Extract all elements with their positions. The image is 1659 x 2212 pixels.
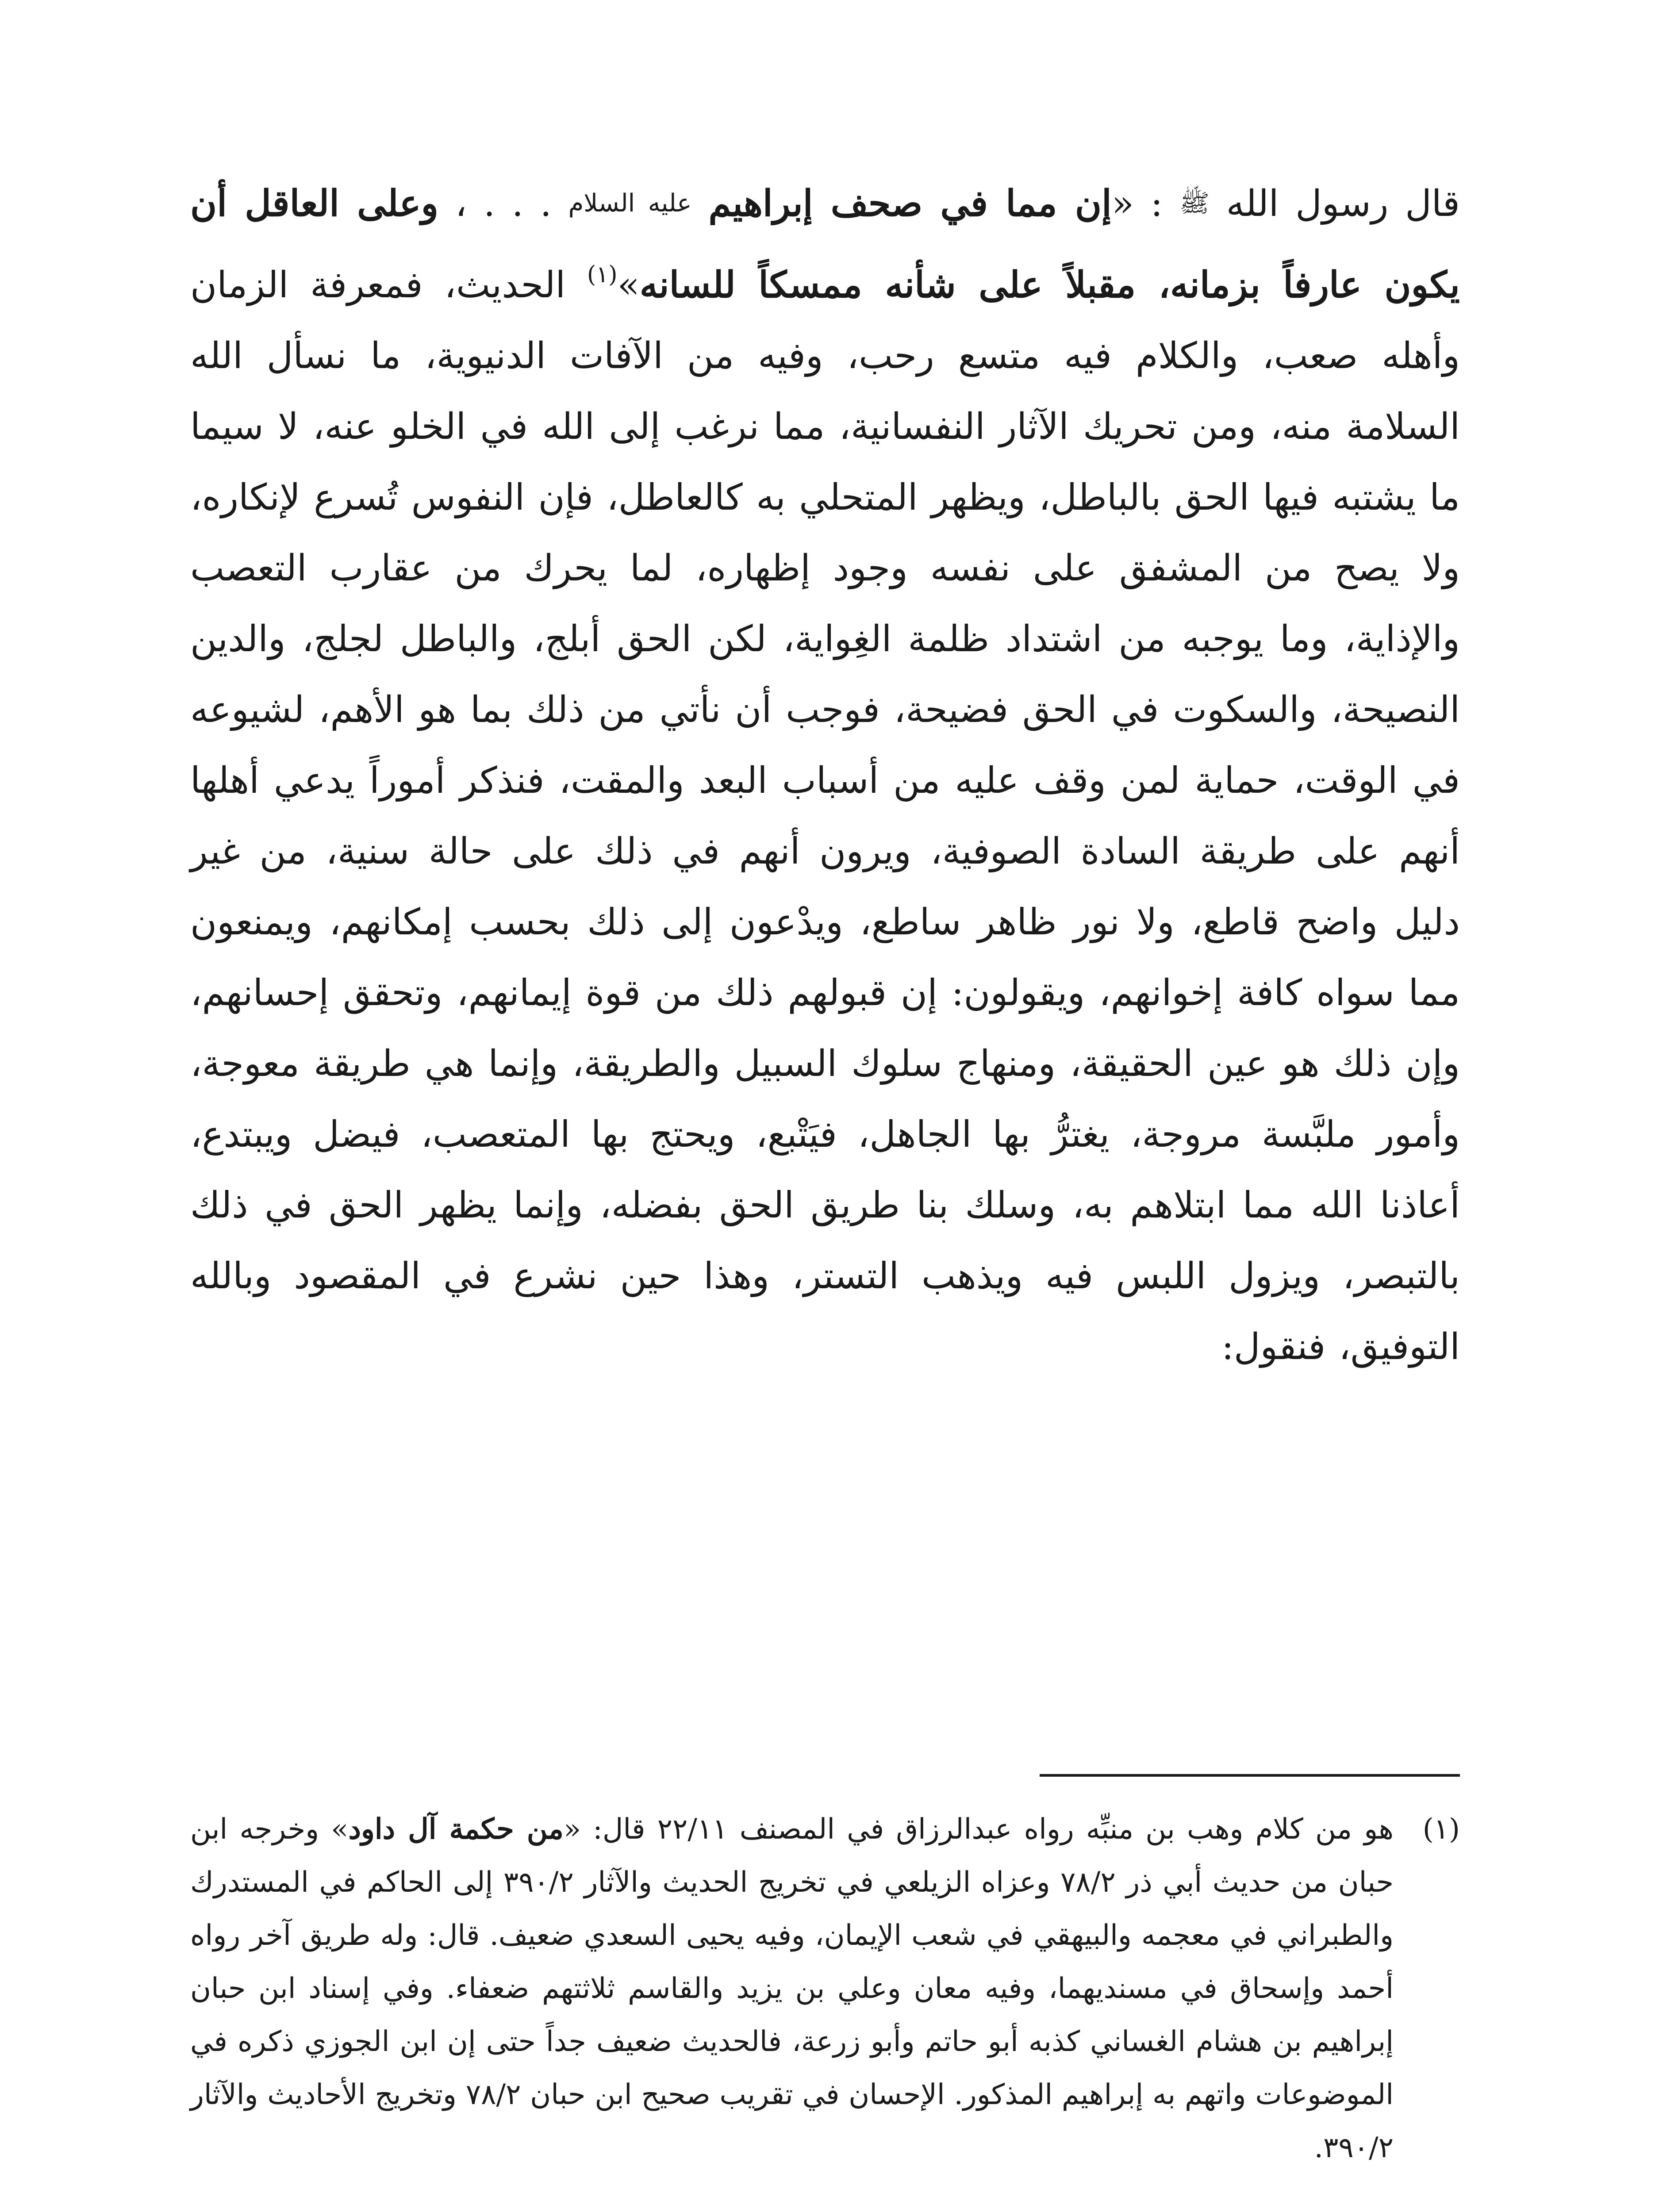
footnote-number: (١)	[1422, 1813, 1460, 1846]
footnote-bold-quote: من حكمة آل داود	[348, 1813, 564, 1846]
hadith-quote-bold-1: إن مما في صحف إبراهيم	[708, 182, 1112, 225]
footnote-reference-marker[interactable]: (١)	[587, 261, 618, 288]
hadith-quote-bold-2: وعلى العاقل أن يكون عارفاً بزمانه، مقبلاً على شأنه ممسكاً للسانه	[190, 182, 1460, 306]
main-text-close-quote: »	[617, 264, 640, 306]
footnote-item	[190, 1803, 1460, 2174]
prophet-honorific-glyph: ﷺ	[1179, 189, 1210, 218]
main-text-body: الحديث، فمعرفة الزمان وأهله صعب، والكلام فيه متسع رحب، وفيه من الآفات الدنيوية، ما نسأل الله السلامة منه، ومن تحريك الآثار النفسانية، مما نرغب إلى الله في الخلو عنه، لا سيما ما يشتبه فيها الحق بالباطل، ويظهر المتحلي به كالعاطل، فإن النفوس تُسرع لإنكاره، ولا يصح من المشفق على نفسه وجود إظهاره، لما يحرك من عقارب التعصب والإذاية، وما يوجبه من اشتداد ظلمة الغِواية، لكن الحق أبلج، والباطل لجلج، والدين النصيحة، والسكوت في الحق فضيحة، فوجب أن نأتي من ذلك بما هو الأهم، لشيوعه في الوقت، حماية لمن وقف عليه من أسباب البعد والمقت، فنذكر أموراً يدعي أهلها أنهم على طريقة السادة الصوفية، ويرون أنهم في ذلك على حالة سنية، من غير دليل واضح قاطع، ولا نور ظاهر ساطع، ويدْعون إلى ذلك بحسب إمكانهم، ويمنعون مما سواه كافة إخوانهم، ويقولون: إن قبولهم ذلك من قوة إيمانهم، وتحقق إحسانهم، وإن ذلك هو عين الحقيقة، ومنهاج سلوك السبيل والطريقة، وإنما هي طريقة معوجة، وأمور ملبَّسة مروجة، يغترُّ بها الجاهل، فيَتْبع، ويحتج بها المتعصب، فيضل ويبتدع، أعاذنا الله مما ابتلاهم به، وسلك بنا طريق الحق بفضله، وإنما يظهر الحق في ذلك بالتبصر، ويزول اللبس فيه ويذهب التستر، وهذا حين نشرع في المقصود وبالله التوفيق، فنقول:	[190, 264, 1460, 1368]
footnote-text-part-1: هو من كلام وهب بن منبِّه رواه عبدالرزاق في المصنف ٢٢/١١ قال: «	[563, 1813, 1394, 1846]
footnotes-section	[190, 1803, 1460, 2174]
main-text-intro: قال رسول الله	[1226, 183, 1460, 225]
footnote-text-part-2: » وخرجه ابن حبان من حديث أبي ذر ٧٨/٢ وعزاه الزيلعي في تخريج الحديث والآثار ٣٩٠/٢ إلى الحاكم في المستدرك والطبراني في معجمه والبيهقي في شعب الإيمان، وفيه يحيى السعدي ضعيف. قال: وله طريق آخر رواه أحمد وإسحاق في مسنديهما، وفيه معان وعلي بن يزيد والقاسم ثلاثتهم ضعفاء. وفي إسناد ابن حبان إبراهيم بن هشام الغساني كذبه أبو حاتم وأبو زرعة، فالحديث ضعيف جداً حتى إن ابن الجوزي ذكره في الموضوعات واتهم به إبراهيم المذكور. الإحسان في تقريب صحيح ابن حبان ٧٨/٢ وتخريج الأحاديث والآثار ٣٩٠/٢.	[190, 1813, 1394, 2164]
footnote-separator-line	[1040, 1774, 1460, 1777]
footnote-text	[190, 1803, 1394, 2174]
main-text-ellipsis: . . . ،	[438, 183, 568, 225]
main-text-colon-quote: : «	[1111, 183, 1163, 225]
abraham-honorific-glyph: عليه السلام	[568, 189, 692, 218]
main-paragraph	[190, 168, 1460, 1382]
